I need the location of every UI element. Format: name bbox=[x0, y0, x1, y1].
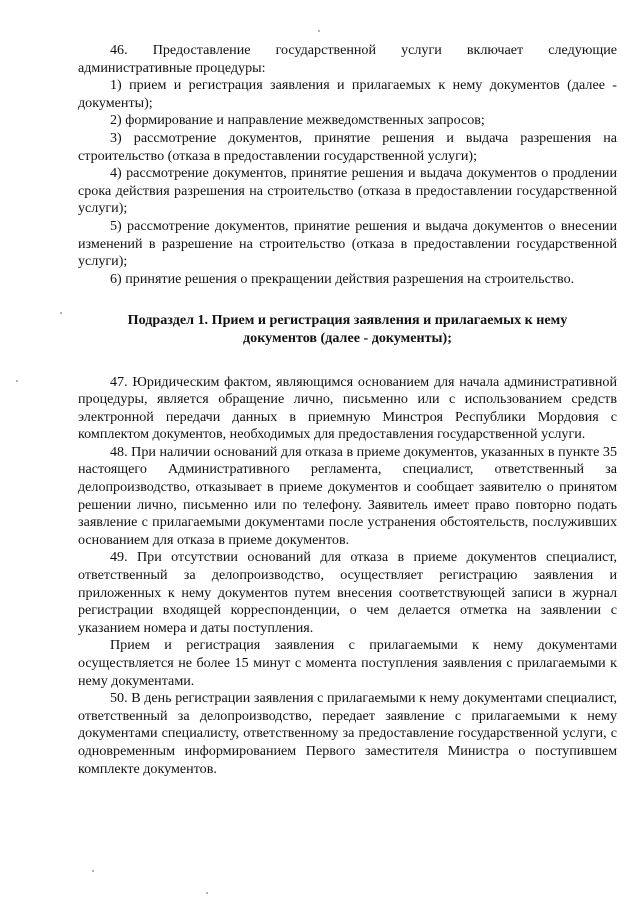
scan-speck bbox=[60, 312, 62, 314]
spacer bbox=[78, 288, 617, 312]
paragraph-48: 48. При наличии оснований для отказа в приеме документов, указанных в пункте 35 настоящего Административного регламента, специалист, ответственный за делопроизводство, отказывает в приеме документов и сообщает заявителю о принятом решении лично, письменно или по телефону. Заявитель имеет право повторно подать заявление с прилагаемыми документами после устранения обстоятельств, послуживших основанием для отказа в приеме документов. bbox=[78, 443, 617, 548]
paragraph-49-continued: Прием и регистрация заявления с прилагаемыми к нему документами осуществляется не более 15 минут с момента поступления заявления с прилагаемыми к нему документами. bbox=[78, 637, 617, 689]
scan-speck bbox=[16, 380, 18, 382]
list-item-4: 4) рассмотрение документов, принятие решения и выдача документов о продлении срока действия разрешения на строительство (отказа в предоставлении государственной услуги); bbox=[78, 165, 617, 217]
paragraph-49: 49. При отсутствии оснований для отказа в приеме документов специалист, ответственный за делопроизводство, осуществляет регистрацию заявления и приложенных к нему документов путем внесения соответствующей записи в журнал регистрации входящей корреспонденции, о чем делается отметка на заявлении с указанием номера и даты поступления. bbox=[78, 549, 617, 636]
list-item-1: 1) прием и регистрация заявления и прилагаемых к нему документов (далее - документы); bbox=[78, 77, 617, 111]
paragraph-50: 50. В день регистрации заявления с прилагаемыми к нему документами специалист, ответственный за делопроизводство, передает заявление с прилагаемыми к нему документами специалисту, ответственному за предоставление государственной услуги, с одновременным информированием Первого заместителя Министра о поступившем комплекте документов. bbox=[78, 690, 617, 777]
list-item-6: 6) принятие решения о прекращении действия разрешения на строительство. bbox=[110, 270, 575, 287]
scan-speck bbox=[206, 892, 208, 894]
subsection-heading: Подраздел 1. Прием и регистрация заявления и прилагаемых к нему документов (далее - документы); bbox=[127, 312, 568, 346]
document-body bbox=[78, 42, 617, 778]
paragraph-47: 47. Юридическим фактом, являющимся основанием для начала административной процедуры, является обращение лично, письменно или с использованием средств электронной передачи данных в приемную Минстроя Республики Мордовия с комплектом документов, необходимых для предоставления государственной услуги. bbox=[78, 373, 617, 443]
list-item-2: 2) формирование и направление межведомственных запросов; bbox=[110, 112, 485, 129]
scan-speck bbox=[92, 870, 94, 872]
list-item-3: 3) рассмотрение документов, принятие решения и выдача разрешения на строительство (отказа в предоставлении государственной услуги); bbox=[78, 129, 617, 164]
spacer bbox=[78, 348, 617, 374]
scan-speck bbox=[318, 30, 320, 32]
list-item-5: 5) рассмотрение документов, принятие решения и выдача документов о внесении изменений в разрешение на строительство (отказа в предоставлении государственной услуги); bbox=[78, 217, 617, 270]
paragraph-46-intro: 46. Предоставление государственной услуги включает следующие административные процедуры: bbox=[78, 42, 617, 76]
